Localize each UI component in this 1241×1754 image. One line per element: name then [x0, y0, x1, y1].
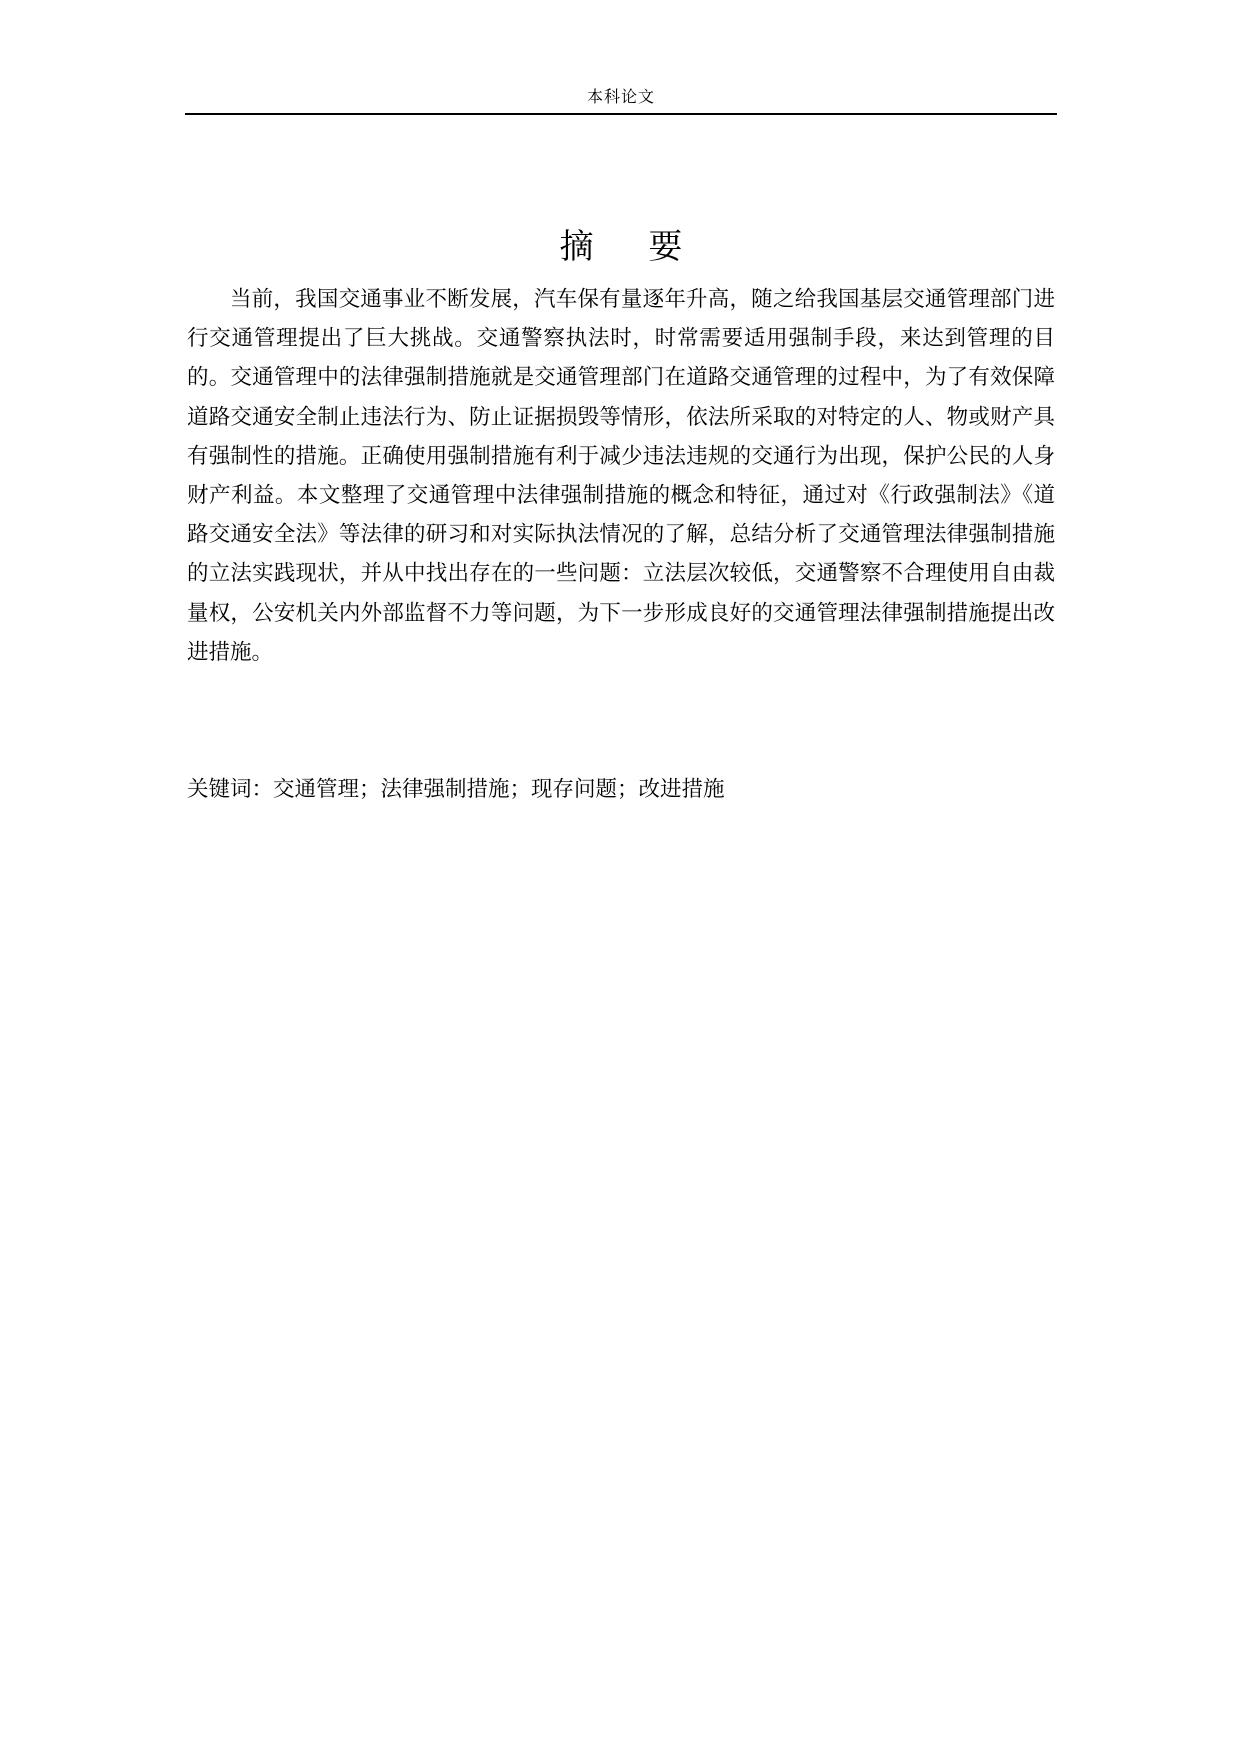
running-header: 本科论文 [586, 87, 655, 106]
keywords-line [187, 774, 1055, 806]
keywords-label: 关键词： [187, 777, 274, 802]
abstract-body: 当前，我国交通事业不断发展，汽车保有量逐年升高，随之给我国基层交通管理部门进行交通管理提出了巨大挑战。交通警察执法时，时常需要适用强制手段，来达到管理的目的。交通管理中的法律强制措施就是交通管理部门在道路交通管理的过程中，为了有效保障道路交通安全制止违法行为、防止证据损毁等情形，依法所采取的对特定的人、物或财产具有强制性的措施。正确使用强制措施有利于减少违法违规的交通行为出现，保护公民的人身财产利益。本文整理了交通管理中法律强制措施的概念和特征，通过对《行政强制法》《道路交通安全法》等法律的研习和对实际执法情况的了解，总结分析了交通管理法律强制措施的立法实践现状，并从中找出存在的一些问题：立法层次较低，交通警察不合理使用自由裁量权，公安机关内外部监督不力等问题，为下一步形成良好的交通管理法律强制措施提出改进措施。 [187, 287, 1055, 665]
header-rule [185, 113, 1057, 115]
keywords-value: 交通管理；法律强制措施；现存问题；改进措施 [273, 777, 725, 802]
abstract-title: 摘 要 [559, 227, 705, 267]
